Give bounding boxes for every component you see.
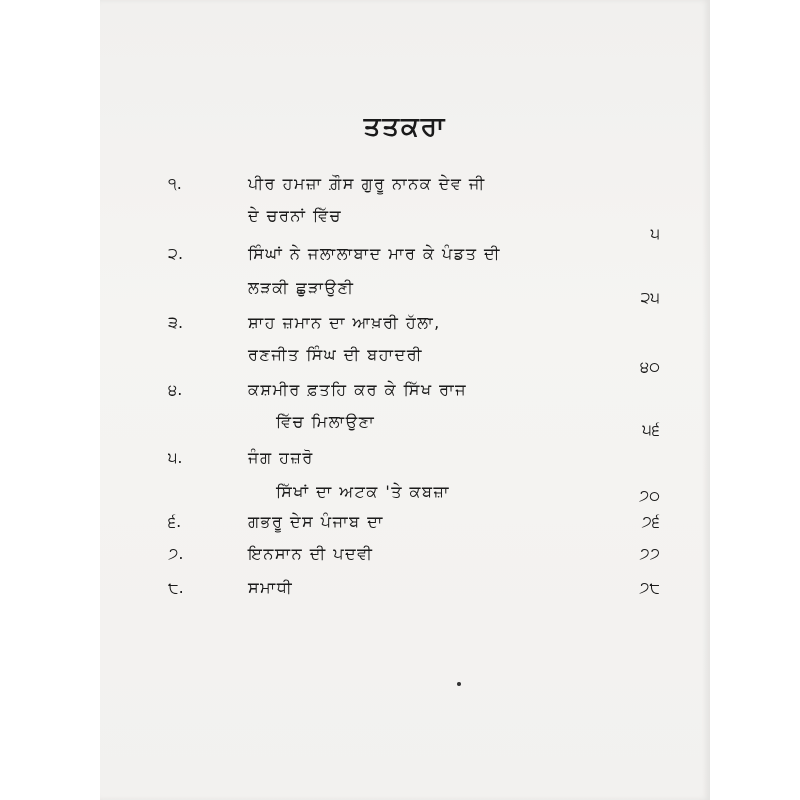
entry-title-line-2: ਦੇ ਚਰਨਾਂ ਵਿੱਚ [248, 206, 342, 225]
entry-number: ੪. [168, 380, 183, 399]
entry-page-number: ੭੭ [639, 544, 660, 563]
entry-page-number: ੪੦ [640, 357, 660, 376]
book-page [100, 0, 710, 800]
entry-title-line-2: ਵਿੱਚ ਮਿਲਾਉਣਾ [276, 412, 376, 431]
entry-title-line-2: ਰਣਜੀਤ ਸਿੰਘ ਦੀ ਬਹਾਦਰੀ [248, 345, 423, 364]
entry-title-line-2: ਸਿੱਖਾਂ ਦਾ ਅਟਕ 'ਤੇ ਕਬਜ਼ਾ [276, 482, 450, 501]
entry-number: ੨. [168, 244, 184, 263]
entry-number: ੮. [168, 578, 184, 597]
entry-title-line-1: ਇਨਸਾਨ ਦੀ ਪਦਵੀ [248, 544, 374, 563]
entry-title-line-1: ਪੀਰ ਹਮਜ਼ਾ ਗ਼ੌਸ ਗੁਰੂ ਨਾਨਕ ਦੇਵ ਜੀ [248, 174, 486, 193]
entry-page-number: ੭੦ [638, 486, 660, 505]
page-title: ਤਤਕਰਾ [363, 112, 447, 142]
entry-page-number: ੫ [650, 224, 660, 243]
entry-number: ੫. [168, 448, 183, 467]
entry-title-line-1: ਸਿੰਘਾਂ ਨੇ ਜਲਾਲਾਬਾਦ ਮਾਰ ਕੇ ਪੰਡਤ ਦੀ [248, 244, 501, 263]
entry-page-number: ੫੬ [642, 420, 660, 439]
entry-number: ੭. [168, 544, 184, 563]
entry-title-line-1: ਗਭਰੂ ਦੇਸ ਪੰਜਾਬ ਦਾ [248, 512, 384, 531]
entry-title-line-1: ਜੰਗ ਹਜ਼ਰੋ [248, 448, 314, 467]
entry-number: ੩. [168, 313, 184, 332]
entry-number: ੧. [168, 174, 182, 193]
entry-page-number: ੭੮ [639, 578, 660, 597]
entry-title-line-2: ਲੜਕੀ ਛੁੜਾਉਣੀ [248, 278, 355, 297]
entry-title-line-1: ਕਸ਼ਮੀਰ ਫ਼ਤਹਿ ਕਰ ਕੇ ਸਿੱਖ ਰਾਜ [248, 380, 468, 399]
ink-dot [457, 682, 461, 686]
entry-title-line-1: ਸਮਾਧੀ [248, 578, 294, 597]
entry-page-number: ੨੫ [640, 288, 660, 307]
entry-title-line-1: ਸ਼ਾਹ ਜ਼ਮਾਨ ਦਾ ਆਖ਼ਰੀ ਹੱਲਾ, [248, 313, 441, 332]
entry-page-number: ੭੬ [641, 512, 660, 531]
entry-number: ੬. [168, 512, 182, 531]
